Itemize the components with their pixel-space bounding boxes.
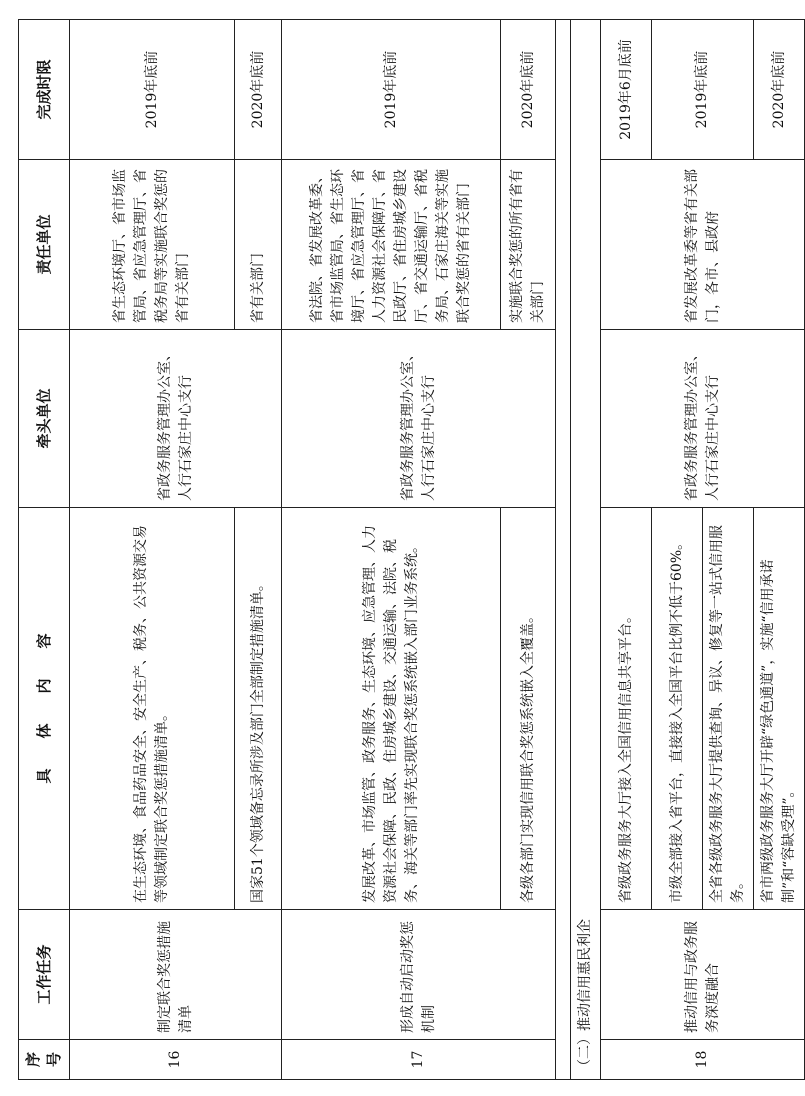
content-cell: 国家51个领域备忘录所涉及部门全部制定措施清单。: [235, 508, 282, 910]
deadline-cell: 2019年底前: [282, 20, 501, 160]
header-task: 工作任务: [19, 910, 70, 1040]
header-deadline: 完成时限: [19, 20, 70, 160]
deadline-cell: 2020年底前: [754, 20, 805, 160]
task-cell: 形成自动启动奖惩机制: [282, 910, 556, 1040]
deadline-cell: 2019年底前: [652, 20, 754, 160]
deadline-cell: 2020年底前: [501, 20, 556, 160]
content-cell: 发展改革、市场监管、政务服务、生态环境、应急管理、人力资源社会保障、民政、住房城乡建设、交通运输、法院、税务、海关等部门率先实现联合奖惩系统嵌入部门业务系统。: [282, 508, 501, 910]
deadline-cell: 2020年底前: [235, 20, 282, 160]
section-heading: （二）推动信用惠民利企: [571, 20, 601, 1080]
content-cell: 各级各部门实现信用联合奖惩系统嵌入全覆盖。: [501, 508, 556, 910]
lead-cell: 省政务服务管理办公室、人行石家庄中心支行: [70, 330, 282, 508]
header-content: 具 体 内 容: [19, 508, 70, 910]
seq-cell: 16: [70, 1040, 282, 1080]
seq-cell: 18: [601, 1040, 805, 1080]
content-cell: 全省各级政务服务大厅提供查询、异议、修复等一站式信用服务。: [703, 508, 754, 910]
table-row: [601, 20, 652, 1080]
seq-cell: 17: [282, 1040, 556, 1080]
header-row: [19, 20, 70, 1080]
task-cell: 制定联合奖惩措施清单: [70, 910, 282, 1040]
content-cell: 在生态环境、食品药品安全、安全生产、税务、公共资源交易等领域制定联合奖惩措施清单。: [70, 508, 235, 910]
resp-cell: 省有关部门: [235, 160, 282, 330]
header-seq: 序号: [19, 1040, 70, 1080]
resp-cell: 省法院、省发展改革委、省市场监管局、省生态环境厅、省应急管理厅、省人力资源社会保障厅、省民政厅、省住房城乡建设厅、省交通运输厅、省税务局、石家庄海关等实施联合奖惩的省有关部门: [282, 160, 501, 330]
task-table: [18, 19, 805, 1080]
header-lead: 牵头单位: [19, 330, 70, 508]
resp-cell: 省生态环境厅、省市场监管局、省应急管理厅、省税务局等实施联合奖惩的省有关部门: [70, 160, 235, 330]
section-row: [571, 20, 601, 1080]
table-row: [70, 20, 235, 1080]
resp-cell: 省发展改革委等省有关部门，各市、县政府: [601, 160, 805, 330]
content-cell: 省市两级政务服务大厅开辟“绿色通道”，实施“信用承诺制”和“容缺受理”。: [754, 508, 805, 910]
header-resp: 责任单位: [19, 160, 70, 330]
deadline-cell: 2019年6月底前: [601, 20, 652, 160]
resp-cell: 实施联合奖惩的所有省有关部门: [501, 160, 556, 330]
lead-cell: 省政务服务管理办公室、人行石家庄中心支行: [282, 330, 556, 508]
deadline-cell: 2019年底前: [70, 20, 235, 160]
spacer-row: [556, 20, 571, 1080]
lead-cell: 省政务服务管理办公室、人行石家庄中心支行: [601, 330, 805, 508]
content-cell: 市级全部接入省平台，直接接入全国平台比例不低于60%。: [652, 508, 703, 910]
table-row: [282, 20, 501, 1080]
content-cell: 省级政务服务大厅接入全国信用信息共享平台。: [601, 508, 652, 910]
task-cell: 推动信用与政务服务深度融合: [601, 910, 805, 1040]
